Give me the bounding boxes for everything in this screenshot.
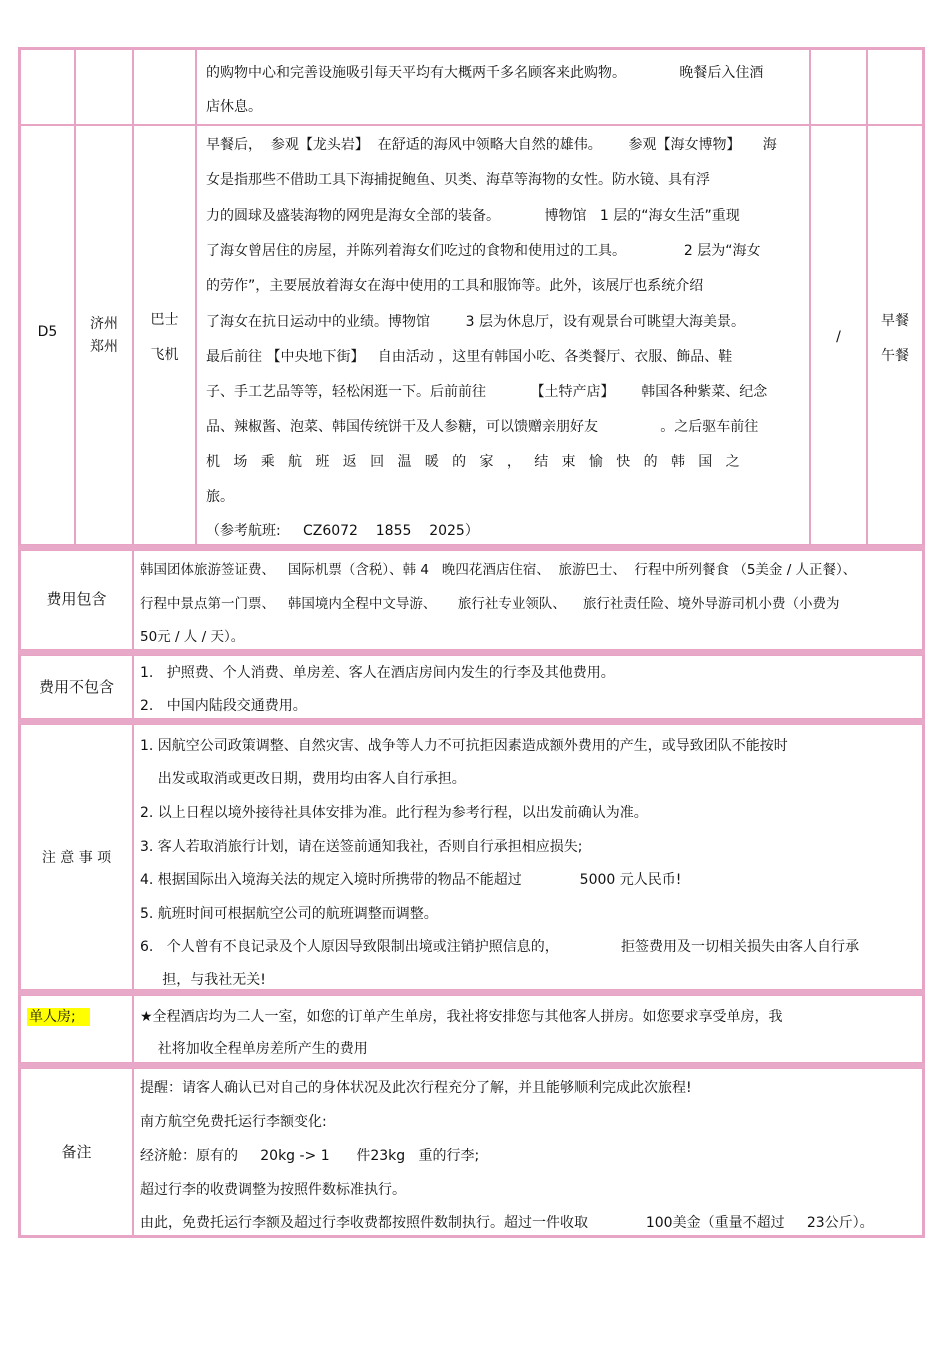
fee-include-line: 行程中景点第一门票、 韩国境内全程中文导游、 旅行社专业领队、 旅行社责任险、境外导游司机小费（小费为 [140,596,840,612]
d5-transport-1: 巴士 [150,312,179,328]
notes-line: 5. 航班时间可根据航空公司的航班调整而调整。 [140,906,438,922]
fee-exclude-label-cell [20,655,133,719]
remarks-line: 由此，免费托运行李额及超过行李收费都按照件数制执行。超过一件收取 100美金（重量不超过 23公斤）。 [140,1215,874,1231]
d5-line: 女是指那些不借助工具下海捕捉鲍鱼、贝类、海草等海物的女性。防水镜、具有浮 [206,172,710,188]
fee-exclude-line: 1. 护照费、个人消费、单房差、客人在酒店房间内发生的行李及其他费用。 [140,665,615,681]
fee-include-line: 韩国团体旅游签证费、 国际机票（含税）、韩 4 晚四花酒店住宿、 旅游巴士、 行程中所列餐食 （5美金 / 人正餐）、 [140,562,857,578]
d5-city-1: 济州 [90,316,118,332]
d5-line: 力的圆球及盛装海物的网兜是海女全部的装备。 博物馆 1 层的“海女生活”重现 [206,208,740,224]
d5-line: 子、手工艺品等等，轻松闲逛一下。后前前往 【土特产店】 韩国各种紫菜、纪念 [206,384,768,400]
d5-meal-2: 午餐 [881,348,909,364]
remarks-label-cell [20,1068,133,1236]
d5-line: 了海女曾居住的房屋，并陈列着海女们吃过的食物和使用过的工具。 2 层为“海女 [206,243,761,259]
remarks-line: 超过行李的收费调整为按照件数标准执行。 [140,1182,406,1198]
single-room-label-cell [20,995,133,1063]
d5-line: 旅。 [206,489,234,505]
d5-city-cell [75,125,133,545]
notes-line: 3. 客人若取消旅行计划，请在送签前通知我社，否则自行承担相应损失; [140,839,583,855]
d5-transport-cell [133,125,196,545]
fee-exclude-label: 费用不包含 [38,678,114,696]
day-cont-col2 [75,49,133,125]
d5-hotel: / [836,329,841,345]
remarks-content [133,1068,923,1236]
d5-line: 了海女在抗日运动中的业绩。博物馆 3 层为休息厅，设有观景台可眺望大海美景。 [206,314,745,330]
fee-exclude-content [133,655,923,719]
remarks-line: 提醒：请客人确认已对自己的身体状况及此次行程充分了解，并且能够顺利完成此次旅程! [140,1080,692,1096]
d5-line: 品、辣椒酱、泡菜、韩国传统饼干及人参糖，可以馈赠亲朋好友 。之后驱车前往 [206,419,759,435]
remarks-line: 经济舱：原有的 20kg -> 1 件23kg 重的行李; [140,1148,480,1164]
day-cont-col3 [133,49,196,125]
remarks-line: 南方航空免费托运行李额变化: [140,1114,327,1130]
single-room-line: ★全程酒店均为二人一室，如您的订单产生单房，我社将安排您与其他客人拼房。如您要求享受单房，我 [140,1009,783,1025]
d5-hotel-cell [810,125,867,545]
day-cont-col1 [20,49,75,125]
day-cont-line: 店休息。 [206,99,262,115]
d5-day-label: D5 [37,324,58,340]
fee-include-content [133,550,923,650]
d5-meal-1: 早餐 [881,313,909,329]
d5-day-cell [20,125,75,545]
single-room-label: 单人房; [27,1008,90,1026]
single-room-content [133,995,923,1063]
notes-line: 2. 以上日程以境外接待社具体安排为准。此行程为参考行程，以出发前确认为准。 [140,805,648,821]
d5-line: 最后前往 【中央地下街】 自由活动 ，这里有韩国小吃、各类餐厅、衣服、飾品、鞋 [206,349,733,365]
remarks-label: 备注 [61,1143,92,1161]
notes-content [133,724,923,990]
d5-description-cell [196,125,810,545]
notes-line: 6. 个人曾有不良记录及个人原因导致限制出境或注销护照信息的， 拒签费用及一切相关损失由客人自行承 [140,939,860,955]
d5-line: 机 场 乘 航 班 返 回 温 暖 的 家 ， 结 束 愉 快 的 韩 国 之 [206,454,740,470]
day-cont-hotel [810,49,867,125]
d5-flight-ref: （参考航班: CZ6072 1855 2025） [206,523,479,539]
d5-meals-cell [867,125,923,545]
day-cont-desc [196,49,810,125]
d5-line: 的劳作”，主要展放着海女在海中使用的工具和服饰等。此外，该展厅也系统介绍 [206,278,704,294]
notes-line: 担，与我社无关! [140,972,266,988]
day-cont-line: 的购物中心和完善设施吸引每天平均有大概两千多名顾客来此购物。 晚餐后入住酒 [206,65,764,81]
notes-line: 4. 根据国际出入境海关法的规定入境时所携带的物品不能超过 5000 元人民币! [140,872,682,888]
notes-label: 注 意 事 项 [41,850,112,866]
d5-city-2: 郑州 [90,339,118,355]
single-room-line: 社将加收全程单房差所产生的费用 [140,1041,368,1057]
d5-line: 早餐后， 参观【龙头岩】 在舒适的海风中领略大自然的雄伟。 参观【海女博物】 海 [206,137,777,153]
day-cont-meals [867,49,923,125]
fee-include-line: 50元 / 人 / 天）。 [140,629,245,645]
notes-line: 出发或取消或更改日期，费用均由客人自行承担。 [140,771,466,787]
d5-transport-2: 飞机 [150,347,179,363]
notes-line: 1. 因航空公司政策调整、自然灾害、战争等人力不可抗拒因素造成额外费用的产生，或导致团队不能按时 [140,738,788,754]
fee-include-label-cell [20,550,133,650]
notes-label-cell [20,724,133,990]
fee-exclude-line: 2. 中国内陆段交通费用。 [140,698,307,714]
fee-include-label: 费用包含 [46,590,107,608]
